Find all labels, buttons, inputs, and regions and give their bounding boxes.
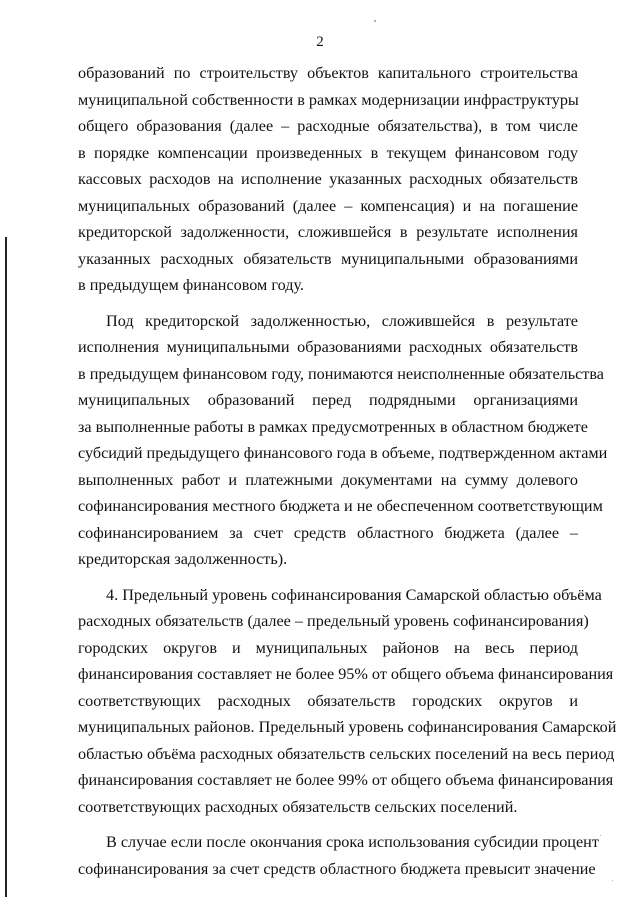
scan-speck [600,835,601,836]
text-line: финансирования составляет не более 99% от общего объема финансирования [78,771,614,789]
text-line: софинансированием за счет средств областного бюджета (далее – [78,523,578,542]
text-line: в порядке компенсации произведенных в текущем финансовом году [78,143,578,162]
text-line: кредиторской задолженности, сложившейся в результате исполнения [78,223,578,241]
text-line: софинансирования за счет средств областного бюджета превысит значение [78,859,596,878]
paragraph [78,829,599,882]
text-line: исполнения муниципальными образованиями расходных обязательств [78,338,578,356]
text-line: Под кредиторской задолженностью, сложившейся в результате [106,311,578,330]
text-line: субсидий предыдущего финансового года в объеме, подтвержденном актами [78,444,608,462]
text-line: софинансирования местного бюджета и не обеспеченном соответствующим [78,497,603,515]
text-line: расходных обязательств (далее – предельный уровень софинансирования) [78,612,589,630]
text-line: соответствующих расходных обязательств сельских поселений. [78,797,518,816]
text-line: муниципальной собственности в рамках модернизации инфраструктуры [78,90,579,109]
text-line: выполненных работ и платежными документами на сумму долевого [78,470,578,489]
text-line: указанных расходных обязательств муниципальными образованиями [78,249,578,268]
text-line: в предыдущем финансовом году, понимаются неисполненные обязательства [78,364,604,383]
text-line: кредиторская задолженность). [78,550,288,568]
paragraph [78,60,578,299]
scan-speck [612,880,613,881]
text-line: финансирования составляет не более 95% от общего объема финансирования [78,665,614,683]
scan-edge-line [5,237,7,897]
paragraph [78,582,617,821]
paragraph [78,308,608,573]
text-line: областью объёма расходных обязательств сельских поселений на весь период [78,744,615,763]
text-line: в предыдущем финансовом году. [78,276,304,294]
text-line: общего образования (далее – расходные обязательства), в том числе [78,117,578,135]
text-line: В случае если после окончания срока использования субсидии процент [106,833,599,851]
text-line: за выполненные работы в рамках предусмотренных в областном бюджете [78,417,588,436]
text-line: 4. Предельный уровень софинансирования Самарской областью объёма [106,585,602,604]
document-body [78,60,617,882]
text-line: муниципальных районов. Предельный уровень софинансирования Самарской [78,718,617,736]
text-line: кассовых расходов на исполнение указанных расходных обязательств [78,170,578,188]
text-line: соответствующих расходных обязательств городских округов и [78,691,578,710]
scan-speck [374,20,376,22]
text-line: муниципальных образований (далее – компенсация) и на погашение [78,196,578,215]
text-line: городских округов и муниципальных районов на весь период [78,638,578,657]
text-line: муниципальных образований перед подрядными организациями [78,391,578,409]
page-number: 2 [316,34,324,50]
text-line: образований по строительству объектов капитального строительства [78,64,578,82]
